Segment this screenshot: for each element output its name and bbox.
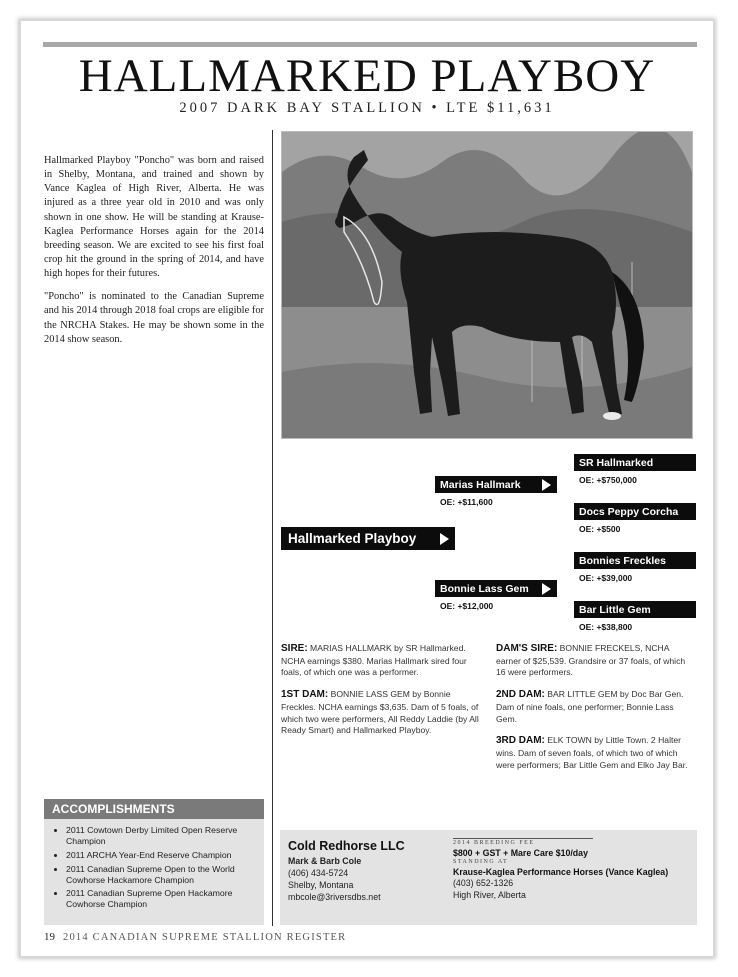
pedigree-sire-sire-name: SR Hallmarked — [579, 456, 654, 469]
standing-phone: (403) 652-1326 — [453, 878, 514, 889]
note-text: ELK TOWN by Little Town. 2 Halter wins. Dam of seven foals, of which two of which were performers; Bar Little Gem and Elko Jay Bar. — [496, 735, 688, 770]
pedigree-sire-box — [435, 476, 557, 493]
column-divider — [272, 130, 273, 926]
list-item: • 2011 Cowtown Derby Limited Open Reserve Champion — [66, 825, 258, 847]
note-label: DAM'S SIRE: — [496, 643, 558, 654]
page-title: HALLMARKED PLAYBOY — [78, 50, 656, 102]
standing-label: STANDING AT — [453, 859, 509, 866]
breeding-info — [453, 838, 668, 901]
pedigree-horse-box — [281, 527, 455, 550]
accomplishments-heading: ACCOMPLISHMENTS — [44, 799, 264, 819]
pedigree-dam-sire-box — [574, 552, 696, 569]
pedigree-dam-box — [435, 580, 557, 597]
standing-at: Krause-Kaglea Performance Horses (Vance Kaglea) — [453, 867, 669, 878]
pedigree-dam-dam-oe: OE: +$38,800 — [579, 622, 633, 632]
list-item: • 2011 Canadian Supreme Open to the World Cowhorse Hackamore Champion — [66, 864, 258, 886]
horse-photo-icon — [282, 132, 692, 438]
accomplishments-list — [44, 819, 264, 925]
bio-text — [44, 154, 264, 356]
pedigree-sire-oe: OE: +$11,600 — [440, 497, 493, 507]
owner-info — [288, 838, 405, 903]
pedigree-sire-sire-box — [574, 454, 696, 471]
pedigree-dam-name: Bonnie Lass Gem — [440, 582, 529, 595]
note-label: 2ND DAM: — [496, 689, 545, 701]
pedigree-dam-dam-box — [574, 601, 696, 618]
page-subtitle: 2007 DARK BAY STALLION • LTE $11,631 — [179, 100, 555, 116]
top-rule — [43, 42, 697, 47]
pedigree-dam-sire-oe: OE: +$39,000 — [579, 573, 633, 583]
note-third-dam — [496, 734, 696, 771]
arrow-right-icon — [542, 479, 551, 491]
horse-photo — [281, 131, 693, 439]
pedigree-sire-dam-name: Docs Peppy Corcha — [579, 505, 679, 518]
pedigree-dam-dam-name: Bar Little Gem — [579, 603, 651, 616]
pedigree-sire-dam-box — [574, 503, 696, 520]
owner-name: Cold Redhorse LLC — [288, 839, 405, 853]
note-label: 1ST DAM: — [281, 689, 329, 701]
note-second-dam — [496, 688, 696, 725]
owner-city: Shelby, Montana — [288, 879, 354, 890]
notes-right — [496, 642, 696, 781]
note-first-dam — [281, 688, 485, 737]
breeding-fee: $800 + GST + Mare Care $10/day — [453, 847, 588, 858]
pedigree-dam-sire-name: Bonnies Freckles — [579, 554, 666, 567]
note-text: BONNIE LASS GEM by Bonnie Freckles. NCHA earnings $3,635. Dam of 5 foals, of which two were performers, All Reddy Laddie (by All Ready Smart) and Hallmarked Playboy. — [281, 689, 479, 736]
pedigree-sire-dam-oe: OE: +$500 — [579, 524, 621, 534]
pedigree-dam-oe: OE: +$12,000 — [440, 601, 494, 611]
pedigree-horse-name: Hallmarked Playboy — [288, 531, 417, 546]
arrow-right-icon — [440, 533, 449, 545]
owner-email: mbcole@3riversdbs.net — [288, 891, 381, 902]
note-text: MARIAS HALLMARK by SR Hallmarked. NCHA earnings $380. Marias Hallmark sired four foals, of which one was a performer. — [281, 643, 467, 678]
register-page — [20, 20, 714, 957]
note-sire — [281, 642, 485, 679]
fee-rule — [453, 838, 593, 839]
owner-people: Mark & Barb Cole — [288, 855, 362, 866]
note-label: 3RD DAM: — [496, 735, 545, 747]
note-dams-sire — [496, 642, 696, 679]
owner-phone: (406) 434-5724 — [288, 867, 349, 878]
list-item: • 2011 ARCHA Year-End Reserve Champion — [66, 850, 258, 861]
page-footer — [44, 931, 346, 943]
contact-box — [280, 830, 697, 925]
bio-paragraph: Hallmarked Playboy "Poncho" was born and raised in Shelby, Montana, and trained and shown by Vance Kaglea of High River, Alberta. He was injured as a three year old in 2010 and was only shown in one show. He will be standing at Krause-Kaglea Performance Horses again for the 2014 breeding season. We are excited to see his first foal crop hit the ground in the spring of 2014, and have high hopes for their futures. — [44, 155, 264, 280]
publication-name: 2014 CANADIAN SUPREME STALLION REGISTER — [63, 932, 347, 943]
pedigree-sire-name: Marias Hallmark — [440, 478, 521, 491]
note-text: BONNIE FRECKELS, NCHA earner of $25,539. Grandsire or 37 foals, of which 16 were performers. — [496, 643, 686, 678]
standing-city: High River, Alberta — [453, 889, 526, 900]
fee-label: 2014 BREEDING FEE — [453, 840, 535, 846]
arrow-right-icon — [542, 583, 551, 595]
list-item: • 2011 Canadian Supreme Open Hackamore Cowhorse Champion — [66, 888, 258, 910]
bio-paragraph: "Poncho" is nominated to the Canadian Supreme and his 2014 through 2018 foal crops are eligible for the NRCHA Stakes. He may be shown some in the 2014 show season. — [44, 291, 264, 345]
pedigree-sire-sire-oe: OE: +$750,000 — [579, 475, 637, 485]
note-text: BAR LITTLE GEM by Doc Bar Gen. Dam of nine foals, one performer; Bonnie Lass Gem. — [496, 689, 684, 724]
notes-left — [281, 642, 485, 746]
page-number: 19 — [44, 931, 55, 943]
note-label: SIRE: — [281, 643, 308, 654]
